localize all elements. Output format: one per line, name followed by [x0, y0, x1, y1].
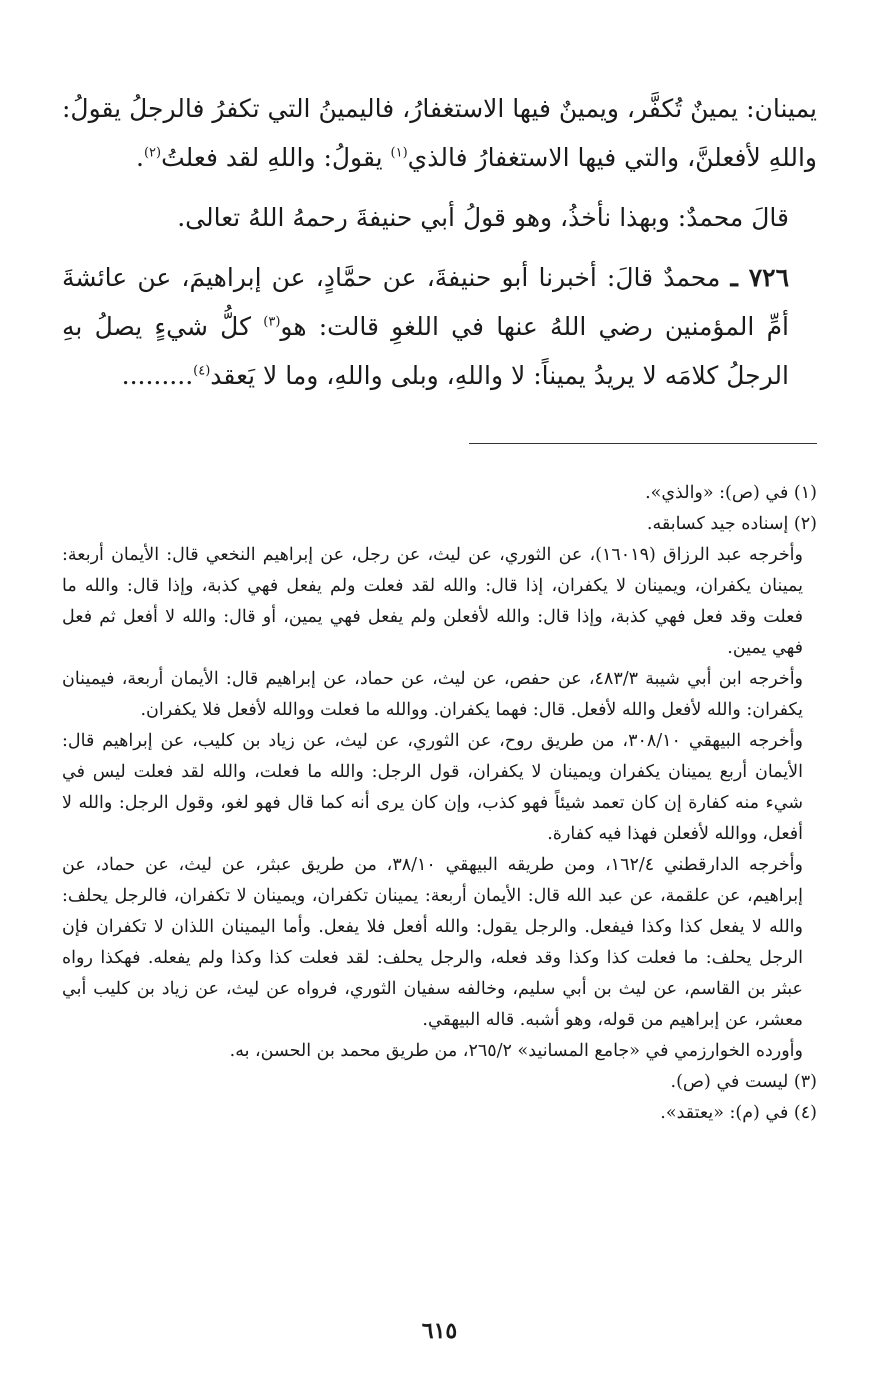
paragraph-3-tail: كلُّ شيءٍ يصلُ بهِ الرجلُ كلامَه لا يريدُ يميناً: لا واللهِ، وبلى واللهِ، وما لا يَعقد	[62, 312, 789, 390]
paragraph-2: قالَ محمدٌ: وبهذا نأخذُ، وهو قولُ أبي حنيفةَ رحمهُ اللهُ تعالى.	[177, 203, 789, 232]
paragraph-3	[62, 253, 817, 400]
page-number: ٦١٥	[421, 1318, 458, 1344]
paragraph-1	[62, 84, 817, 182]
footnote-2-paragraph: وأخرجه ابن أبي شيبة ٤٨٣/٣، عن حفص، عن ليث، عن حماد، عن إبراهيم قال: الأيمان أربعة، فيمينان يكفران: والله لأفعل والله لأفعل. قال: فهما يكفران. ووالله ما فعلت ووالله لأفعل فلا يكفران.	[62, 669, 804, 720]
footnote-2-paragraph: وأورده الخوارزمي في «جامع المسانيد» ٢٦٥/٢، من طريق محمد بن الحسن، به.	[229, 1041, 803, 1061]
footnote-ref-4[interactable]: (٤)	[193, 363, 211, 379]
main-text	[62, 84, 817, 400]
footnote-ref-2[interactable]: (٢)	[143, 145, 162, 161]
paragraph-3-text: محمدٌ قالَ: أخبرنا أبو حنيفةَ، عن حمَّادٍ، عن إبراهيمَ، عن عائشةَ أمِّ المؤمنين رضي اللهُ عنها في اللغوِ قالت: هو	[62, 263, 789, 341]
footnote-2-paragraph: وأخرجه الدارقطني ١٦٢/٤، ومن طريقه البيهقي ٣٨/١٠، من طريق عبثر، عن ليث، عن حماد، عن إبراهيم، عن علقمة، عن عبد الله قال: الأيمان أربعة: يمينان تكفران، ويمينان لا تكفران، فالرجل يحلف: والله لا يفعل كذا وكذا فيفعل. والرجل يقول: والله أفعل فلا يفعل. وأما اليمينان اللذان لا تكفران فإن الرجل يحلف: ما فعلت كذا وكذا وقد فعله، والرجل يحلف: لقد فعلت كذا وكذا ولم يفعله. فهكذا رواه عبثر بن القاسم، عن ليث بن أبي سليم، وخالفه سفيان الثوري، فرواه عن ليث، عن زياد بن كليب أبي معشر، عن إبراهيم من قوله، وهو أشبه. قاله البيهقي.	[62, 855, 803, 1030]
footnote-2-paragraph: وأخرجه البيهقي ٣٠٨/١٠، من طريق روح، عن الثوري، عن ليث، عن زياد بن كليب، عن إبراهيم قال: الأيمان أربع يمينان يكفران ويمينان لا يكفران، قول الرجل: والله ما فعلت، والله لقد فعلت ليس في شيء منه كفارة إن كان تعمد شيئاً فهو كذب، وإن كان يرى أنه كما قال فهو لغو، وقول الرجل: والله لا أفعل، ووالله لأفعلن فهذا فيه كفارة.	[62, 731, 803, 844]
paragraph-1-text: يمينان: يمينٌ تُكفَّر، ويمينٌ فيها الاستغفارُ، فاليمينُ التي تكفرُ فالرجلُ يقولُ: واللهِ لأفعلنَّ، والتي فيها الاستغفارُ فالذي	[62, 94, 817, 172]
paragraph-1-tail: يقولُ: واللهِ لقد فعلتُ	[161, 143, 391, 172]
hadith-number: ٧٢٦ ـ	[730, 263, 790, 292]
footnote-3: (٣) ليست في (ص).	[670, 1072, 817, 1092]
footnote-1: (١) في (ص): «والذي».	[645, 483, 817, 503]
footnote-separator	[469, 443, 817, 444]
footnote-2-paragraph: وأخرجه عبد الرزاق (١٦٠١٩)، عن الثوري، عن ليث، عن رجل، عن إبراهيم النخعي قال: الأيمان أربعة: يمينان يكفران، ويمينان لا يكفران، إذا قال: والله لقد فعلت ولم يفعل فهي كذبة، وإذا قال: والله ما فعلت وقد فعل فهي كذبة، وإذا قال: والله لأفعلن ولم يفعل فهي يمين، أو قال: والله لا أفعل ثم فعل فهي يمين.	[62, 545, 803, 658]
footnote-ref-3[interactable]: (٣)	[263, 314, 281, 330]
paragraph-1-end: .	[136, 143, 144, 172]
continuation-dots: .........	[121, 361, 194, 390]
footnotes	[62, 478, 817, 1129]
footnote-4: (٤) في (م): «يعتقد».	[660, 1103, 817, 1123]
footnote-ref-1[interactable]: (١)	[390, 145, 408, 161]
footnote-2: (٢) إسناده جيد كسابقه.	[646, 514, 817, 534]
